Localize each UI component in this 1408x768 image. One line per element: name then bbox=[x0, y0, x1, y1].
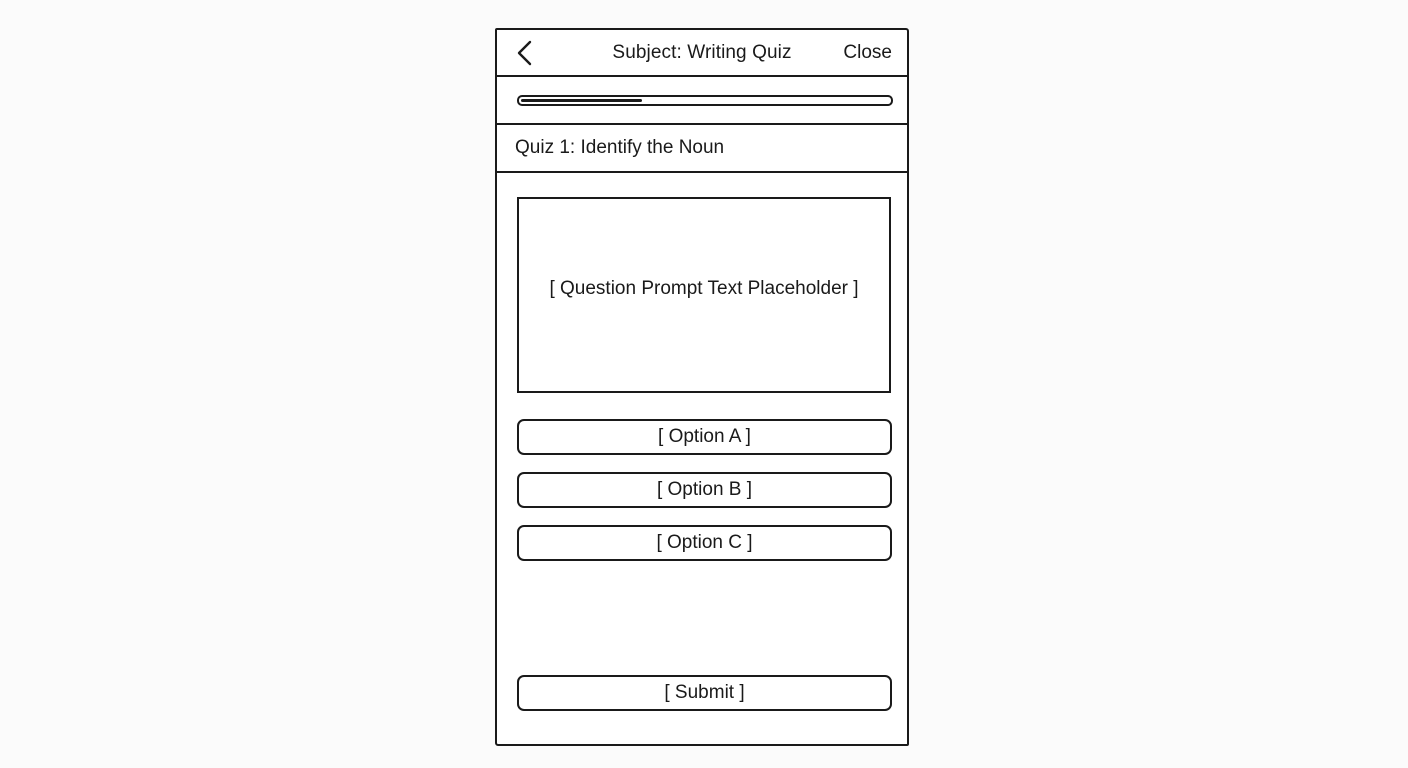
progress-bar bbox=[517, 95, 893, 106]
option-c-button[interactable]: [ Option C ] bbox=[517, 525, 892, 561]
question-prompt-box bbox=[517, 197, 891, 393]
option-b-button[interactable]: [ Option B ] bbox=[517, 472, 892, 508]
close-button[interactable]: Close bbox=[843, 42, 892, 63]
progress-section bbox=[497, 77, 907, 125]
progress-fill bbox=[521, 99, 642, 102]
quiz-title: Quiz 1: Identify the Noun bbox=[515, 137, 725, 158]
question-prompt-text: [ Question Prompt Text Placeholder ] bbox=[549, 278, 859, 299]
quiz-screen bbox=[495, 28, 909, 746]
quiz-title-section bbox=[497, 125, 907, 173]
page-title: Subject: Writing Quiz bbox=[612, 42, 792, 63]
submit-button[interactable]: [ Submit ] bbox=[517, 675, 892, 711]
option-a-button[interactable]: [ Option A ] bbox=[517, 419, 892, 455]
top-bar bbox=[497, 30, 907, 77]
